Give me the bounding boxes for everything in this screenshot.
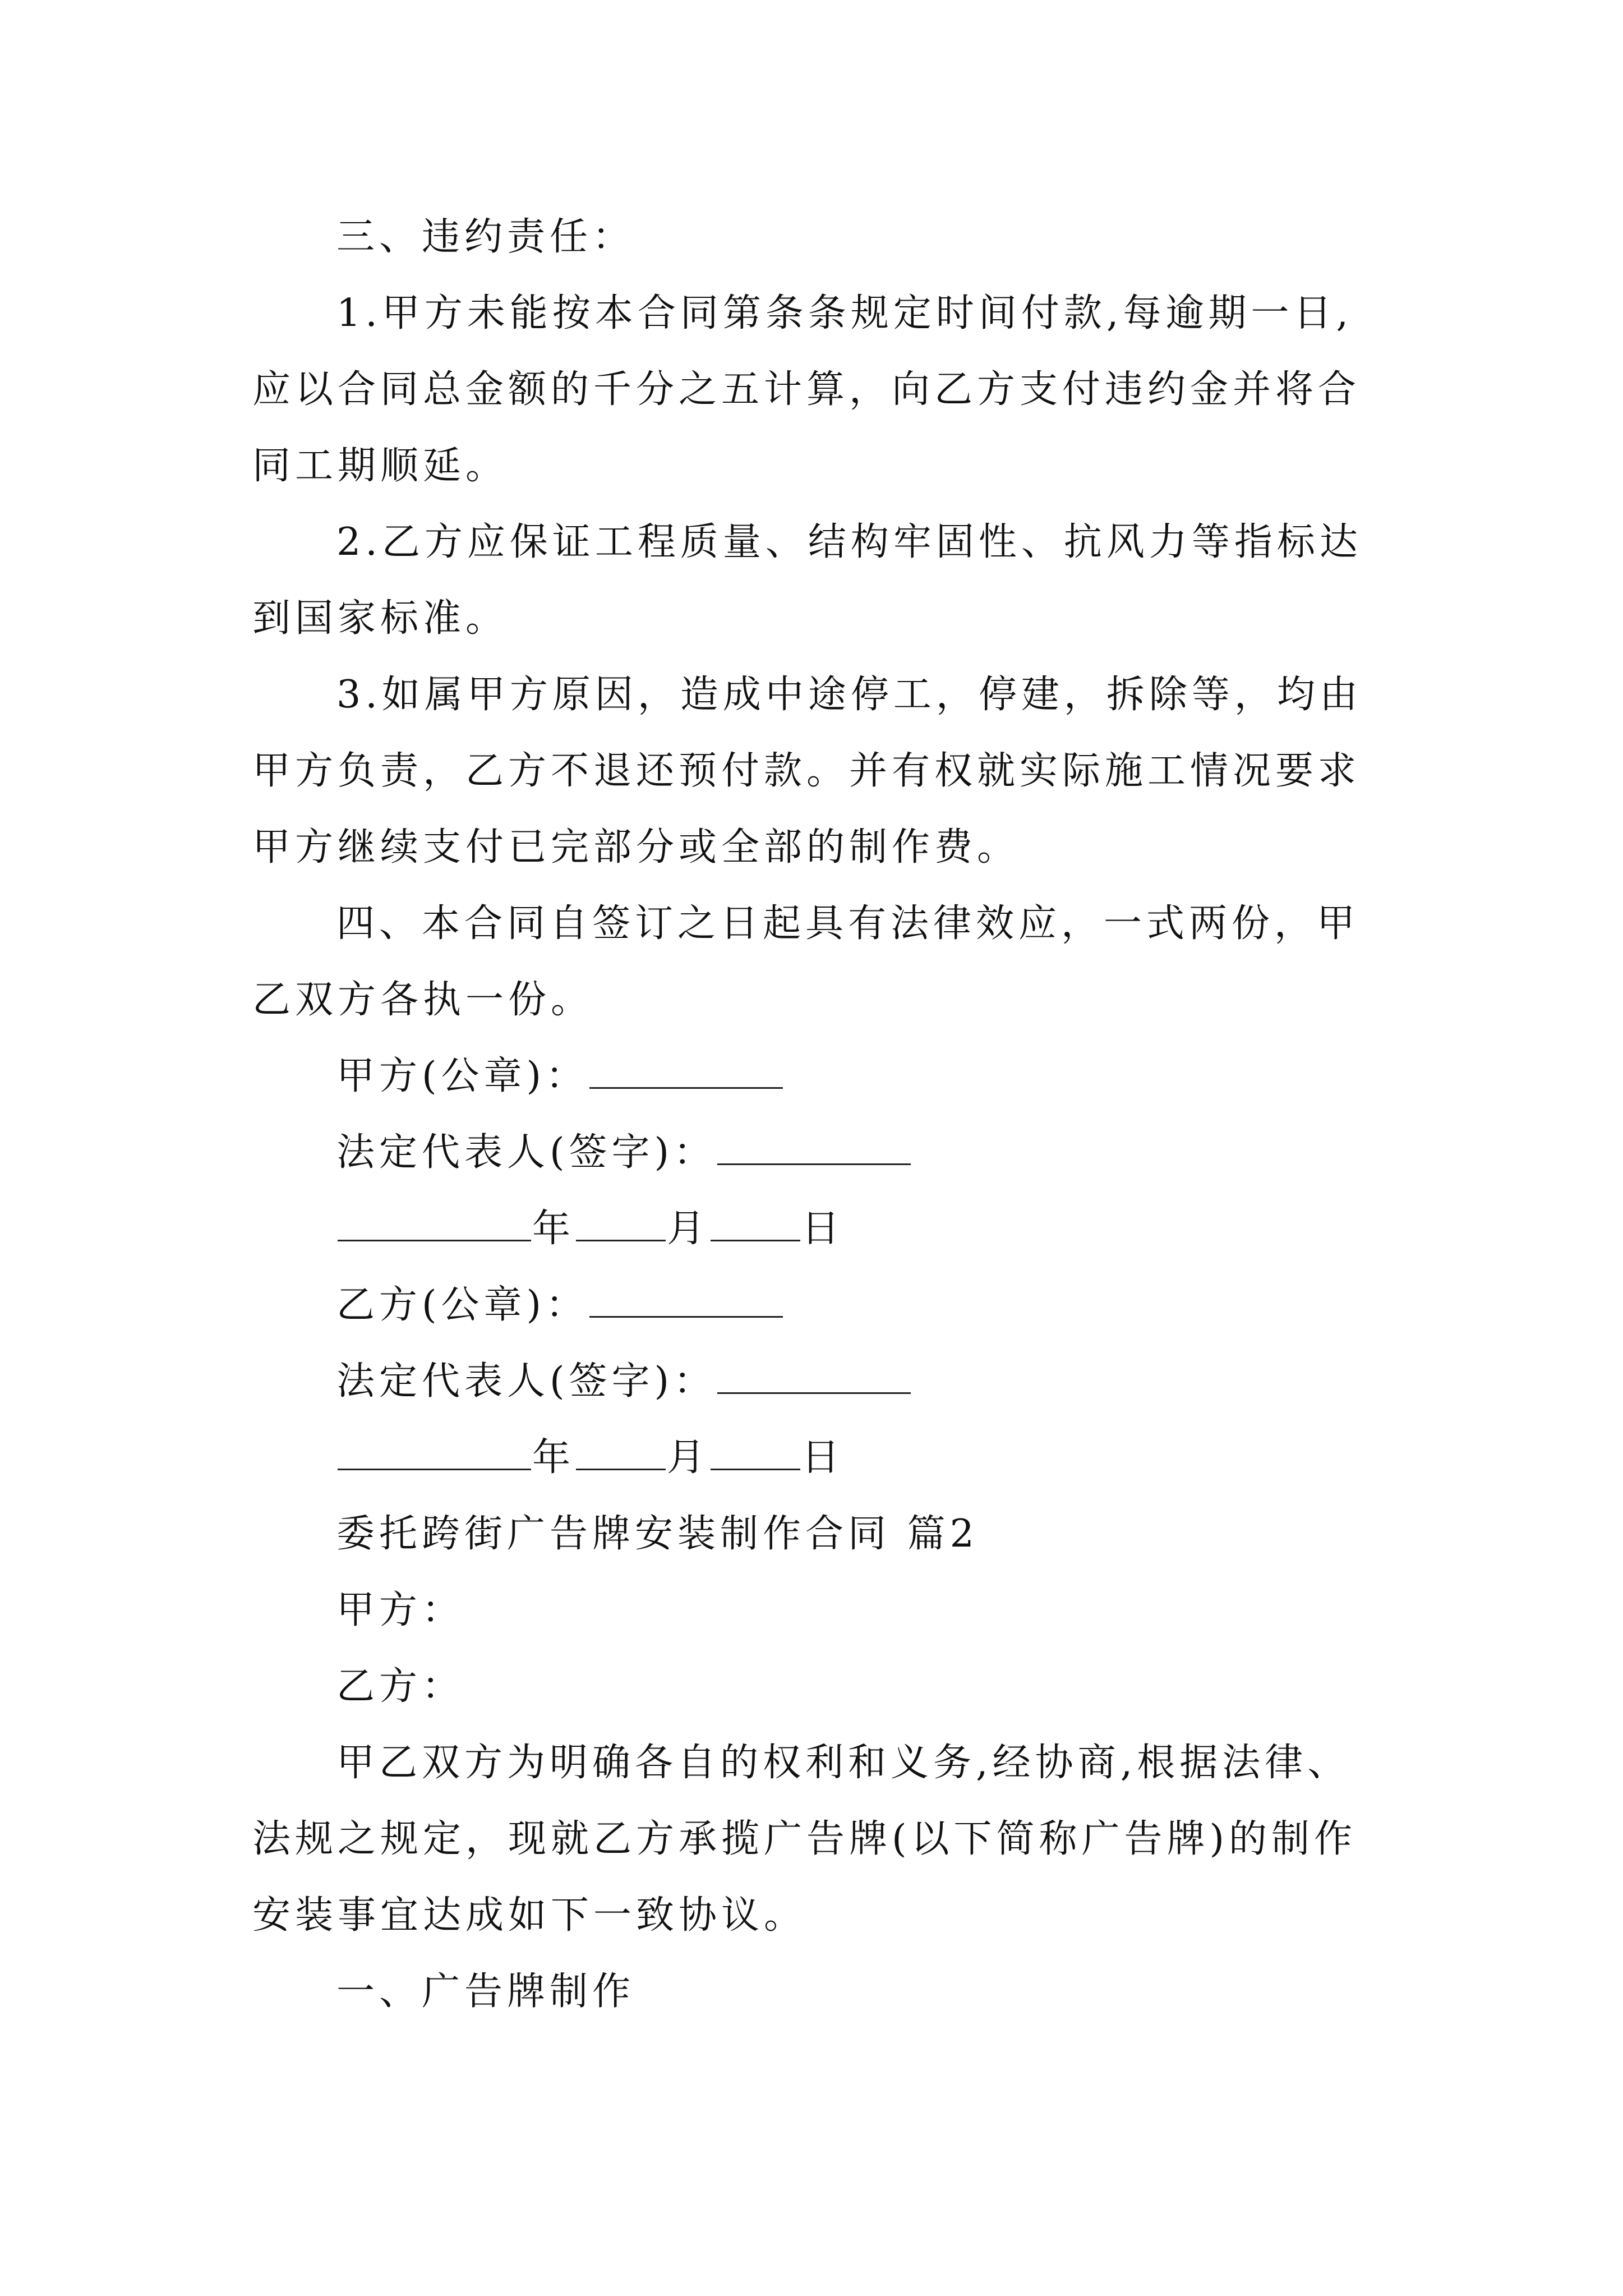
year-label: 年 — [532, 1435, 575, 1480]
paragraph-line: 同工期顺延。 — [252, 444, 509, 488]
signature-blank — [717, 1352, 911, 1394]
signature-label: 法定代表人(签字)： — [336, 1130, 717, 1175]
section-heading: 一、广告牌制作 — [336, 1970, 635, 2014]
paragraph-line: 应以合同总金额的千分之五计算，向乙方支付违约金并将合 — [252, 367, 1361, 412]
paragraph-line: 法规之规定，现就乙方承揽广告牌(以下简称广告牌)的制作 — [252, 1817, 1357, 1861]
signature-line-party-b-rep — [252, 1343, 1441, 1420]
day-label: 日 — [801, 1435, 845, 1480]
signature-line-party-a-seal — [252, 1038, 1441, 1115]
paragraph-line: 到国家标准。 — [252, 596, 509, 641]
day-blank — [711, 1199, 800, 1241]
party-b-label: 乙方： — [336, 1664, 465, 1709]
day-blank — [711, 1428, 800, 1470]
paragraph-line: 安装事宜达成如下一致协议。 — [252, 1893, 807, 1938]
paragraph-line: 四、本合同自签订之日起具有法律效应，一式两份，甲 — [336, 901, 1360, 946]
signature-blank — [589, 1047, 783, 1089]
paragraph-line: 2.乙方应保证工程质量、结构牢固性、抗风力等指标达 — [336, 520, 1362, 564]
signature-line-party-a-rep — [252, 1115, 1441, 1191]
signature-label: 法定代表人(签字)： — [336, 1359, 717, 1404]
paragraph-line: 乙双方各执一份。 — [252, 978, 594, 1022]
signature-blank — [717, 1123, 911, 1165]
document-body — [252, 199, 1441, 2030]
paragraph-line: 甲方负责，乙方不退还预付款。并有权就实际施工情况要求 — [252, 749, 1361, 793]
month-blank — [576, 1199, 666, 1241]
month-label: 月 — [667, 1435, 710, 1480]
section-heading: 三、违约责任： — [336, 215, 635, 259]
month-label: 月 — [667, 1207, 710, 1251]
party-a-label: 甲方： — [336, 1588, 465, 1632]
paragraph-line: 甲乙双方为明确各自的权利和义务,经协商,根据法律、 — [336, 1741, 1350, 1785]
year-blank — [338, 1428, 531, 1470]
paragraph-line: 甲方继续支付已完部分或全部的制作费。 — [252, 825, 1020, 869]
date-line-party-a — [252, 1191, 1441, 1267]
year-blank — [338, 1199, 531, 1241]
signature-line-party-b-seal — [252, 1267, 1441, 1343]
signature-label: 乙方(公章)： — [336, 1283, 589, 1327]
signature-blank — [589, 1276, 783, 1318]
day-label: 日 — [801, 1207, 845, 1251]
paragraph-line: 1.甲方未能按本合同第条条规定时间付款,每逾期一日, — [336, 291, 1353, 335]
month-blank — [576, 1428, 666, 1470]
paragraph-line: 3.如属甲方原因，造成中途停工，停建，拆除等，均由 — [336, 673, 1362, 717]
date-line-party-b — [252, 1420, 1441, 1496]
contract-title: 委托跨街广告牌安装制作合同 篇2 — [336, 1512, 979, 1556]
signature-label: 甲方(公章)： — [336, 1054, 589, 1098]
year-label: 年 — [532, 1207, 575, 1251]
